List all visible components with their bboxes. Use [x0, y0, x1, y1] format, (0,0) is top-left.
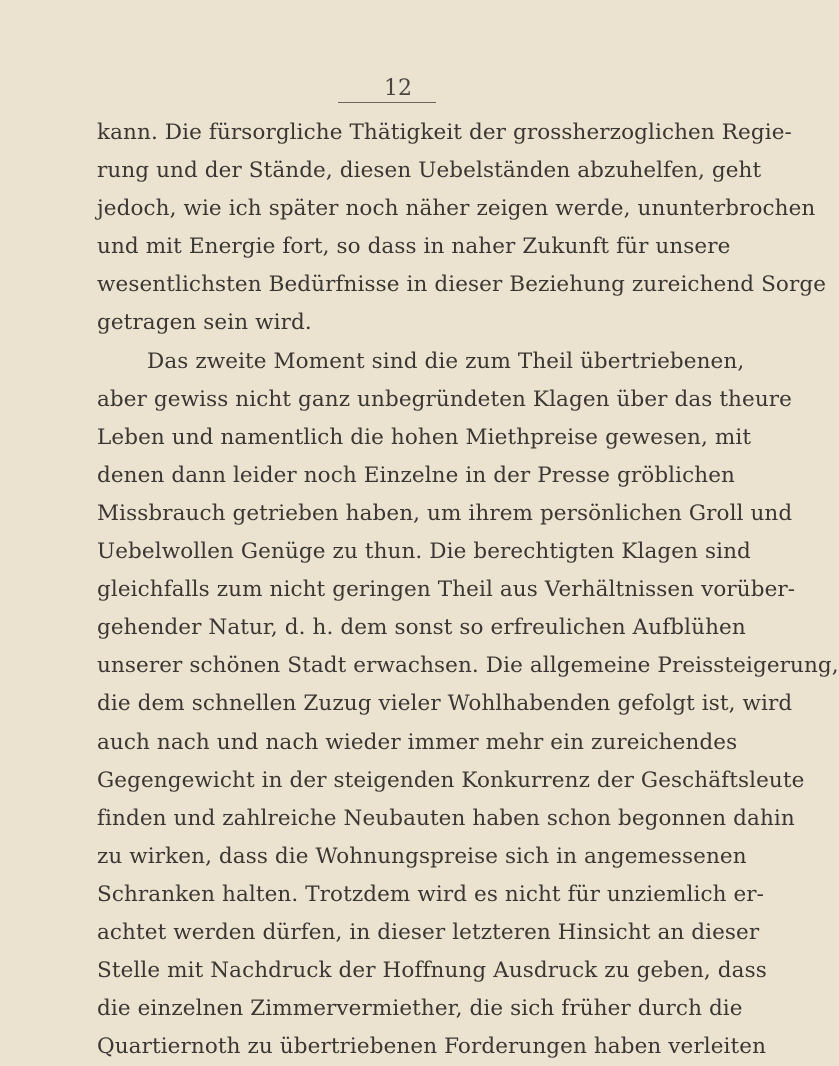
text-line: kann. Die fürsorgliche Thätigkeit der grossherzoglichen Regie- [97, 120, 792, 145]
header-rule [338, 102, 436, 103]
text-line: Leben und namentlich die hohen Miethpreise gewesen, mit [97, 424, 752, 450]
text-line: Quartiernoth zu übertriebenen Forderungen haben verleiten [97, 1034, 767, 1060]
text-line: Uebelwollen Genüge zu thun. Die berechtigten Klagen sind [97, 539, 751, 565]
paragraph-end-line: getragen sein wird. [97, 310, 312, 336]
text-line: jedoch, wie ich später noch näher zeigen werde, ununterbrochen [97, 196, 816, 222]
text-line: wesentlichsten Bedürfnisse in dieser Beziehung zureichend Sorge [97, 272, 827, 298]
text-line: die dem schnellen Zuzug vieler Wohlhabenden gefolgt ist, wird [97, 691, 793, 717]
text-line: achtet werden dürfen, in dieser letzteren Hinsicht an dieser [97, 919, 760, 945]
text-line: zu wirken, dass die Wohnungspreise sich in angemessenen [97, 843, 747, 869]
text-line: unserer schönen Stadt erwachsen. Die allgemeine Preissteigerung, [97, 653, 839, 679]
text-line: gleichfalls zum nicht geringen Theil aus Verhältnissen vorüber- [97, 577, 796, 603]
text-line: auch nach und nach wieder immer mehr ein zureichendes [97, 729, 738, 755]
text-line: die einzelnen Zimmervermiether, die sich früher durch die [97, 996, 743, 1022]
body-text [97, 114, 839, 1066]
text-line: Schranken halten. Trotzdem wird es nicht für unziemlich er- [97, 881, 765, 907]
paragraph-start-line: Das zweite Moment sind die zum Theil übertriebenen, [147, 348, 745, 374]
text-line: rung und der Stände, diesen Uebelständen abzuhelfen, geht [97, 158, 762, 184]
text-line: gehender Natur, d. h. dem sonst so erfreulichen Aufblühen [97, 615, 746, 641]
text-line: Gegengewicht in der steigenden Konkurrenz der Geschäftsleute [97, 767, 805, 793]
text-line: aber gewiss nicht ganz unbegründeten Klagen über das theure [97, 386, 792, 412]
page-number: 12 [384, 76, 412, 101]
text-line: finden und zahlreiche Neubauten haben schon begonnen dahin [97, 805, 795, 831]
text-line: Stelle mit Nachdruck der Hoffnung Ausdruck zu geben, dass [97, 958, 767, 984]
text-line: Missbrauch getrieben haben, um ihrem persönlichen Groll und [97, 500, 793, 526]
text-line: denen dann leider noch Einzelne in der Presse gröblichen [97, 462, 735, 488]
text-line: und mit Energie fort, so dass in naher Zukunft für unsere [97, 234, 731, 260]
